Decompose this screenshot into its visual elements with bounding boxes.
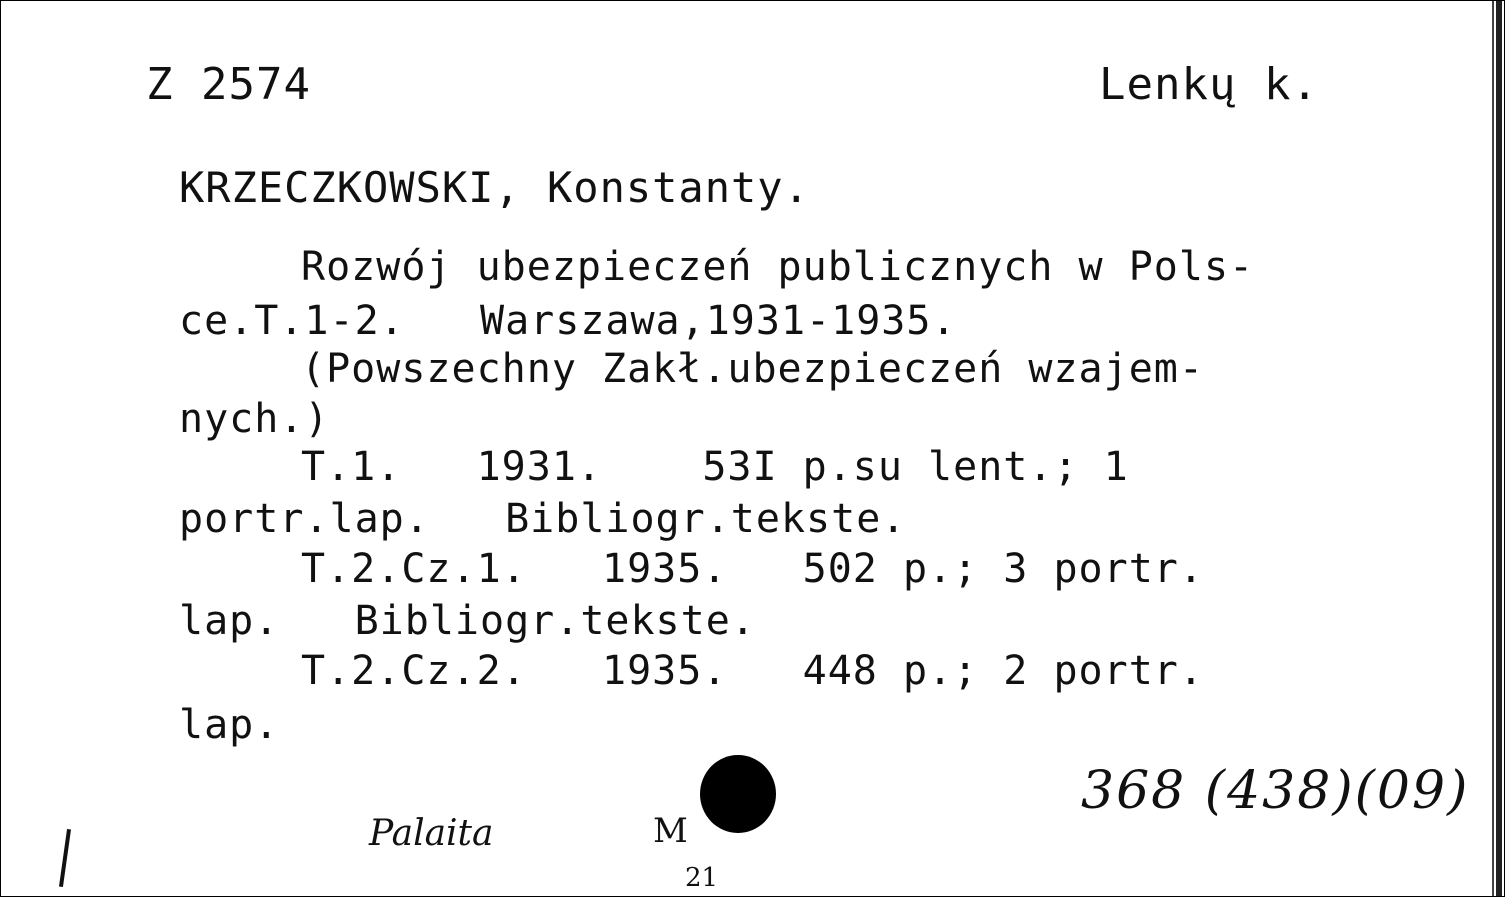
title-line-1: Rozwój ubezpieczeń publicznych w Pols- [301,244,1255,290]
call-number: Z 2574 [146,59,311,110]
volume-1-line-2: portr.lap. Bibliogr.tekste. [179,496,907,542]
location-label: Lenkų k. [1099,59,1319,110]
title-line-2: ce.T.1-2. Warszawa,1931-1935. [179,298,957,344]
volume-1-line-1: T.1. 1931. 53I p.su lent.; 1 [301,444,1129,490]
card-edge-line [1492,1,1494,896]
volume-2-part-2-line-1: T.2.Cz.2. 1935. 448 p.; 2 portr. [301,648,1204,694]
handwritten-note: Palaita [369,813,494,854]
classification-handwritten: 368 (438)(09) [1081,761,1470,821]
series-line-1: (Powszechny Zakł.ubezpieczeń wzajem- [301,346,1204,392]
series-line-2: nych.) [179,396,330,442]
ink-dot [700,755,776,833]
handwritten-m: M [653,811,688,851]
volume-2-part-2-line-2: lap. [179,702,280,748]
pencil-stroke [59,829,71,887]
volume-2-part-1-line-2: lap. Bibliogr.tekste. [179,598,756,644]
author-heading: KRZECZKOWSKI, Konstanty. [179,163,810,212]
bottom-mark: 21 [685,863,719,893]
volume-2-part-1-line-1: T.2.Cz.1. 1935. 502 p.; 3 portr. [301,546,1204,592]
card-edge [1496,1,1502,896]
